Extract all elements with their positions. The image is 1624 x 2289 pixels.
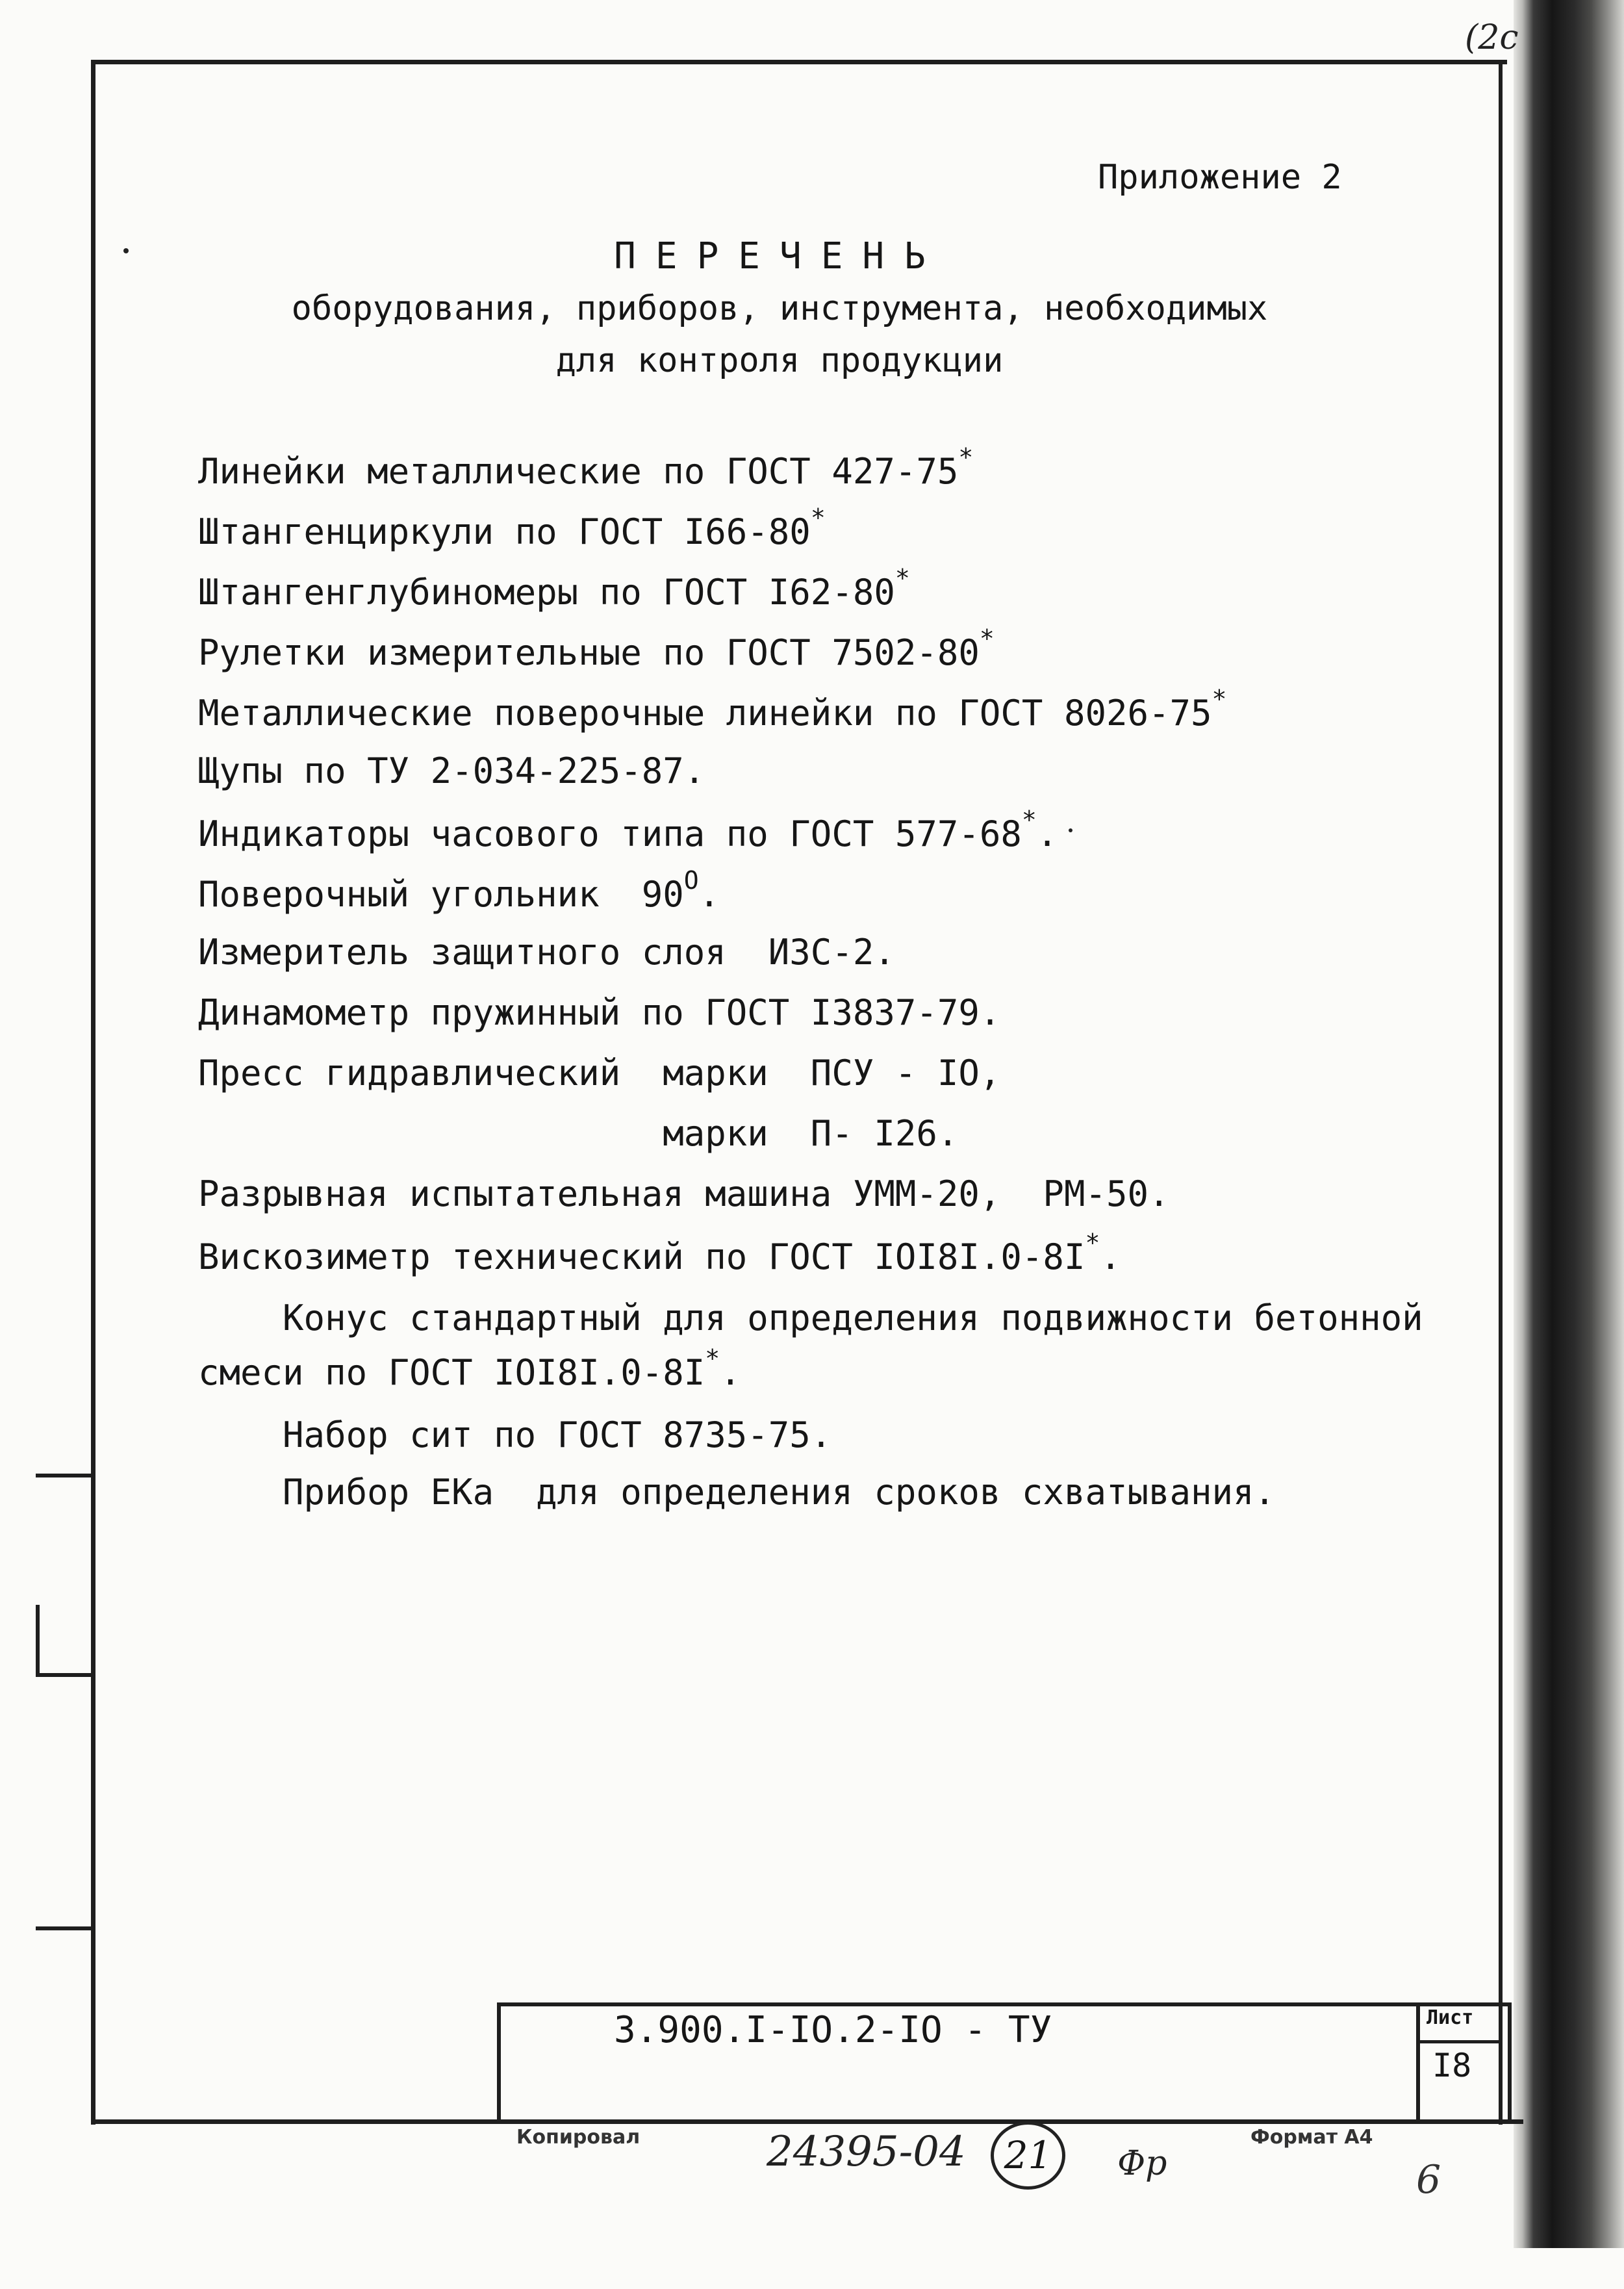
paragraph-line-1: Конус стандартный для определения подвижности бетонной <box>198 1298 1423 1338</box>
binding-tick-mark <box>36 1926 91 1930</box>
list-item: Вискозиметр технический по ГОСТ IOI8I.0-8I*. <box>198 1229 1121 1277</box>
sheet-label: Лист <box>1427 2006 1474 2029</box>
handwritten-corner-mark: (2с <box>1465 18 1519 57</box>
document-code: 3.900.I-IO.2-IO - ТУ <box>614 2009 1052 2051</box>
list-item: Индикаторы часового типа по ГОСТ 577-68*. <box>198 806 1058 854</box>
list-item: марки П- I26. <box>198 1113 959 1154</box>
binding-tick-mark <box>36 1474 91 1477</box>
document-title-block <box>195 231 1364 387</box>
list-item: Разрывная испытательная машина УММ-20, РМ-50. <box>198 1173 1170 1214</box>
frame-right-border <box>1499 62 1503 2125</box>
format-label: Формат А4 <box>1250 2126 1373 2149</box>
scan-dark-edge <box>1514 0 1624 2248</box>
binding-tick-mark <box>36 1673 91 1677</box>
scan-speck <box>123 248 129 253</box>
list-item: Поверочный угольник $90^O$. <box>198 866 720 915</box>
list-item: Пресс гидравлический марки ПСУ - IО, <box>198 1053 1001 1093</box>
document-subtitle-line-2: для контроля продукции <box>555 341 1004 380</box>
frame-left-border <box>91 62 95 2125</box>
list-item: Динамометр пружинный по ГОСТ I3837-79. <box>198 992 1001 1033</box>
appendix-label: Приложение 2 <box>1098 158 1342 197</box>
paragraph-line-2: смеси по ГОСТ IOI8I.0-8I*. <box>198 1344 741 1393</box>
list-item: Штангенглубиномеры по ГОСТ I62-80* <box>198 564 910 613</box>
list-item: Рулетки измерительные по ГОСТ 7502-80* <box>198 624 995 673</box>
sheet-number: I8 <box>1432 2047 1472 2084</box>
sheet-cell-divider <box>1420 2040 1501 2043</box>
handwritten-initials: Фр <box>1117 2144 1167 2183</box>
list-item: Штангенциркули по ГОСТ I66-80* <box>198 504 826 552</box>
frame-top-border <box>91 60 1507 64</box>
circled-page-number: 21 <box>991 2121 1065 2190</box>
list-item: Линейки металлические по ГОСТ 427-75* <box>198 443 974 492</box>
copied-label: Копировал <box>516 2126 641 2149</box>
handwritten-corner-mark: 6 <box>1416 2157 1441 2203</box>
list-item: Металлические поверочные линейки по ГОСТ 8026-75* <box>198 685 1227 734</box>
document-subtitle-line-1: оборудования, приборов, инструмента, необходимых <box>291 289 1268 328</box>
binding-tick-mark <box>36 1605 40 1676</box>
list-item: Щупы по ТУ 2-034-225-87. <box>198 750 705 791</box>
scan-speck <box>1069 828 1072 832</box>
list-item: Набор сит по ГОСТ 8735-75. <box>198 1414 832 1455</box>
list-item: Измеритель защитного слоя ИЗС-2. <box>198 932 895 973</box>
list-item: Прибор ЕКа для определения сроков схватывания. <box>198 1472 1276 1513</box>
inventory-number: 24395-04 <box>767 2128 966 2176</box>
document-title: ПЕРЕЧЕНЬ <box>614 235 945 277</box>
